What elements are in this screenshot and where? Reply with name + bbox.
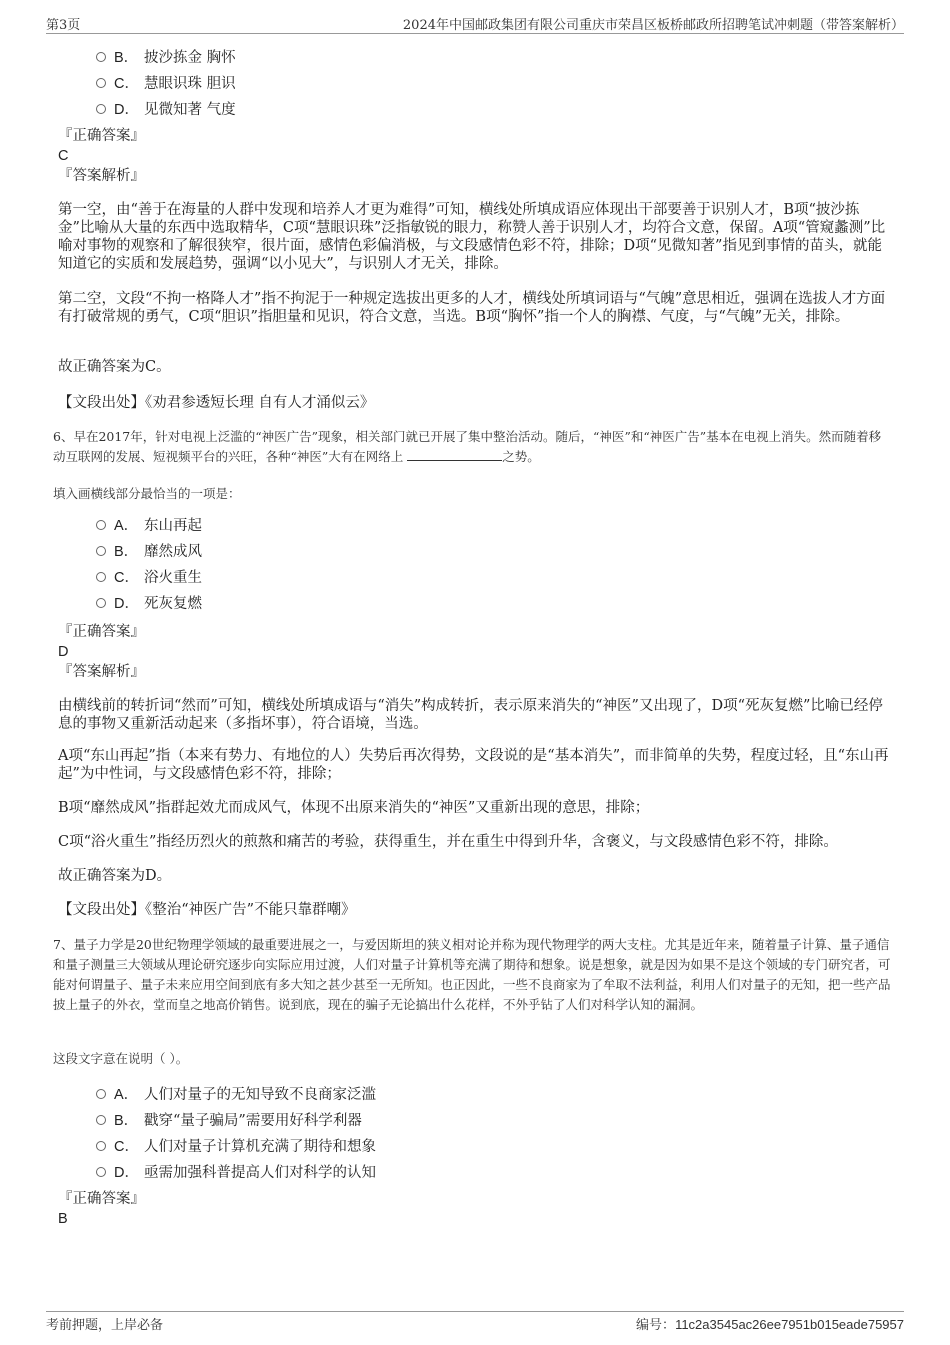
q7-option-b[interactable]: B． 戳穿“量子骗局”需要用好科学利器 <box>96 1111 362 1131</box>
header-divider <box>46 33 904 34</box>
q6-answer-label: 『正确答案』 <box>58 624 145 640</box>
document-title: 2024年中国邮政集团有限公司重庆市荣昌区板桥邮政所招聘笔试冲刺题（带答案解析） <box>402 18 904 33</box>
radio-icon[interactable] <box>96 520 106 530</box>
radio-icon[interactable] <box>96 104 106 114</box>
q6-analysis-conclusion: 故正确答案为D。 <box>58 868 172 884</box>
q6-option-c[interactable]: C． 浴火重生 <box>96 568 202 588</box>
radio-icon[interactable] <box>96 78 106 88</box>
footer-divider <box>46 1311 904 1312</box>
q5-option-b[interactable]: B． 披沙拣金 胸怀 <box>96 48 236 68</box>
q6-analysis-paragraph-4: C项“浴火重生”指经历烈火的煎熬和痛苦的考验，获得重生，并在重生中得到升华，含褒义，与文段感情色彩不符，排除。 <box>58 834 838 850</box>
fill-blank <box>407 448 502 461</box>
radio-icon[interactable] <box>96 52 106 62</box>
q5-answer-label: 『正确答案』 <box>58 128 145 144</box>
q5-option-c[interactable]: C． 慧眼识珠 胆识 <box>96 74 236 94</box>
footer-slogan: 考前押题，上岸必备 <box>46 1318 164 1333</box>
q5-analysis-paragraph-2: 第二空，文段“不拘一格降人才”指不拘泥于一种规定选拔出更多的人才，横线处所填词语与“气魄”意思相近，强调在选拔人才方面有打破常规的勇气，C项“胆识”指胆量和见识，符合文意，当选。B项“胸怀”指一个人的胸襟、气度，与“气魄”无关，排除。 <box>58 291 886 325</box>
q7-option-d[interactable]: D． 亟需加强科普提高人们对科学的认知 <box>96 1163 376 1183</box>
radio-icon[interactable] <box>96 598 106 608</box>
q7-answer-label: 『正确答案』 <box>58 1191 145 1207</box>
q7-answer: B <box>58 1211 68 1227</box>
radio-icon[interactable] <box>96 572 106 582</box>
q7-prompt: 这段文字意在说明（ ）。 <box>53 1051 189 1066</box>
q6-stem: 6、早在2017年，针对电视上泛滥的“神医广告”现象，相关部门就已开展了集中整治活动。随后，“神医”和“神医广告”基本在电视上消失。然而随着移动互联网的发展、短视频平台的兴旺，各种“神医”大有在网络上 之势。 <box>53 429 882 464</box>
q5-analysis-conclusion: 故正确答案为C。 <box>58 359 171 375</box>
radio-icon[interactable] <box>96 1141 106 1151</box>
q6-analysis-paragraph-2: A项“东山再起”指（本来有势力、有地位的人）失势后再次得势，文段说的是“基本消失”，而非简单的失势，程度过轻，且“东山再起”为中性词，与文段感情色彩不符，排除； <box>58 748 889 782</box>
q5-source: 【文段出处】《劝君参透短长理 自有人才涌似云》 <box>58 395 375 411</box>
radio-icon[interactable] <box>96 1115 106 1125</box>
q5-option-d[interactable]: D． 见微知著 气度 <box>96 100 236 120</box>
q6-answer: D <box>58 644 69 660</box>
q6-analysis-label: 『答案解析』 <box>58 664 145 680</box>
q6-option-d[interactable]: D． 死灰复燃 <box>96 594 202 614</box>
q5-analysis-label: 『答案解析』 <box>58 168 145 184</box>
q6-option-b[interactable]: B． 靡然成风 <box>96 542 202 562</box>
q6-prompt: 填入画横线部分最恰当的一项是： <box>53 486 241 501</box>
page-header <box>46 14 904 32</box>
q6-option-a[interactable]: A． 东山再起 <box>96 516 202 536</box>
radio-icon[interactable] <box>96 546 106 556</box>
q7-stem: 7、量子力学是20世纪物理学领域的最重要进展之一，与爱因斯坦的狭义相对论并称为现代物理学的两大支柱。尤其是近年来，随着量子计算、量子通信和量子测量三大领域从理论研究逐步向实际应用过渡，人们对量子计算机等充满了期待和想象。说是想象，就是因为如果不是这个领域的专门研究者，可能对何谓量子、量子未来应用空间到底有多大知之甚少甚至一无所知。也正因此，一些不良商家为了牟取不法利益，利用人们对量子的无知，把一些产品披上量子的外衣，堂而皇之地高价销售。说到底，现在的骗子无论搞出什么花样，不外乎钻了人们对科学认知的漏洞。 <box>53 937 891 1012</box>
radio-icon[interactable] <box>96 1167 106 1177</box>
radio-icon[interactable] <box>96 1089 106 1099</box>
q5-answer: C <box>58 148 69 164</box>
q5-analysis-paragraph-1: 第一空，由“善于在海量的人群中发现和培养人才更为难得”可知，横线处所填成语应体现出干部要善于识别人才，B项“披沙拣金”比喻从大量的东西中选取精华，C项“慧眼识珠”泛指敏锐的眼力，称赞人善于识别人才，均符合文意，保留。A项“管窥蠡测”比喻对事物的观察和了解很狭窄，很片面，感情色彩偏消极，与文段感情色彩不符，排除；D项“见微知著”指见到事情的苗头，就能知道它的实质和发展趋势，强调“以小见大”，与识别人才无关，排除。 <box>58 202 886 272</box>
q6-source: 【文段出处】《整治“神医广告”不能只靠群嘲》 <box>58 902 356 918</box>
q7-option-c[interactable]: C． 人们对量子计算机充满了期待和想象 <box>96 1137 376 1157</box>
page-number: 第3页 <box>46 18 81 33</box>
q6-analysis-paragraph-3: B项“靡然成风”指群起效尤而成风气，体现不出原来消失的“神医”又重新出现的意思，排除； <box>58 800 650 816</box>
q7-option-a[interactable]: A． 人们对量子的无知导致不良商家泛滥 <box>96 1085 376 1105</box>
document-code: 编号：11c2a3545ac26ee7951b015eade75957 <box>636 1317 904 1333</box>
q6-analysis-paragraph-1: 由横线前的转折词“然而”可知，横线处所填成语与“消失”构成转折，表示原来消失的“神医”又出现了，D项“死灰复燃”比喻已经停息的事物又重新活动起来（多指坏事），符合语境，当选。 <box>58 698 883 732</box>
